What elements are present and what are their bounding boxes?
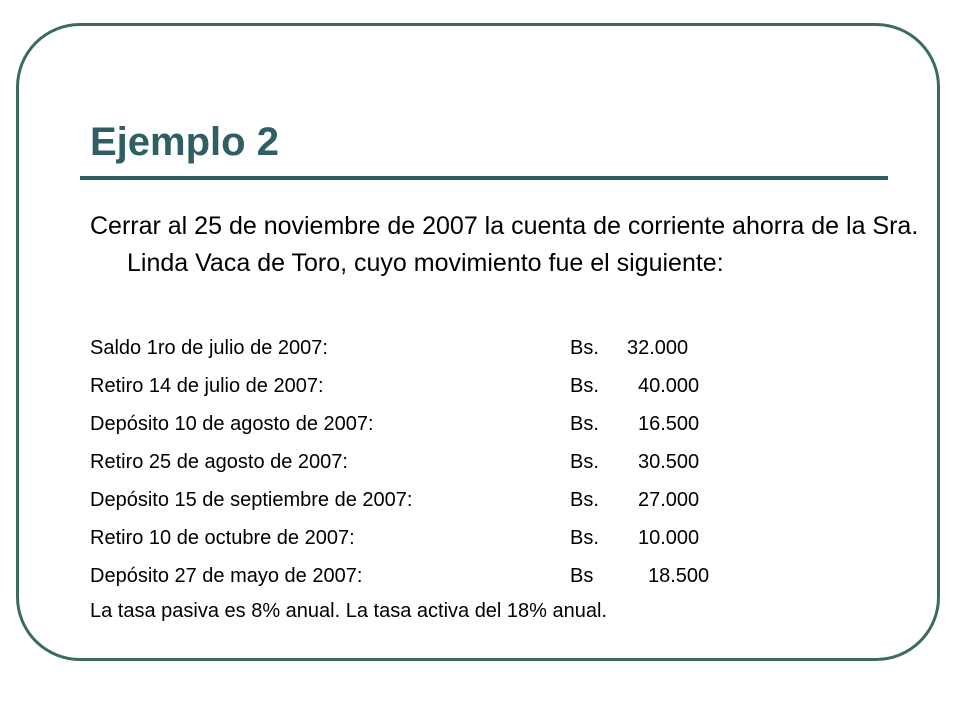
- movement-row: [90, 367, 870, 405]
- movement-row: [90, 329, 870, 367]
- movement-currency: Bs.: [570, 413, 599, 435]
- movement-label: Retiro 14 de julio de 2007:: [90, 375, 324, 397]
- movement-label: Retiro 25 de agosto de 2007:: [90, 451, 348, 473]
- title-underline: [80, 176, 888, 180]
- movement-amount: 32.000: [627, 337, 689, 359]
- movement-currency: Bs.: [570, 489, 599, 511]
- movement-row: [90, 443, 870, 481]
- movement-currency: Bs: [570, 565, 594, 587]
- movement-amount: 10.000: [638, 527, 700, 549]
- movement-list: [90, 329, 870, 595]
- movement-row: [90, 519, 870, 557]
- intro-paragraph: Cerrar al 25 de noviembre de 2007 la cuenta de corriente ahorra de la Sra. Linda Vaca de Toro, cuyo movimiento fue el siguiente:: [90, 212, 919, 277]
- movement-amount: 18.500: [648, 565, 710, 587]
- movement-amount: 27.000: [638, 489, 700, 511]
- movement-label: Saldo 1ro de julio de 2007:: [90, 337, 328, 359]
- movement-row: [90, 481, 870, 519]
- movement-currency: Bs.: [570, 337, 599, 359]
- movement-amount: 30.500: [638, 451, 700, 473]
- movement-amount: 16.500: [638, 413, 700, 435]
- movement-label: Retiro 10 de octubre de 2007:: [90, 527, 355, 549]
- movement-label: Depósito 15 de septiembre de 2007:: [90, 489, 413, 511]
- movement-amount: 40.000: [638, 375, 700, 397]
- rates-note: La tasa pasiva es 8% anual. La tasa activa del 18% anual.: [90, 600, 608, 622]
- slide-title: Ejemplo 2: [90, 120, 279, 164]
- movement-row: [90, 405, 870, 443]
- movement-currency: Bs.: [570, 527, 599, 549]
- movement-currency: Bs.: [570, 451, 599, 473]
- movement-label: Depósito 27 de mayo de 2007:: [90, 565, 363, 587]
- movement-label: Depósito 10 de agosto de 2007:: [90, 413, 374, 435]
- movement-row: [90, 557, 870, 595]
- movement-currency: Bs.: [570, 375, 599, 397]
